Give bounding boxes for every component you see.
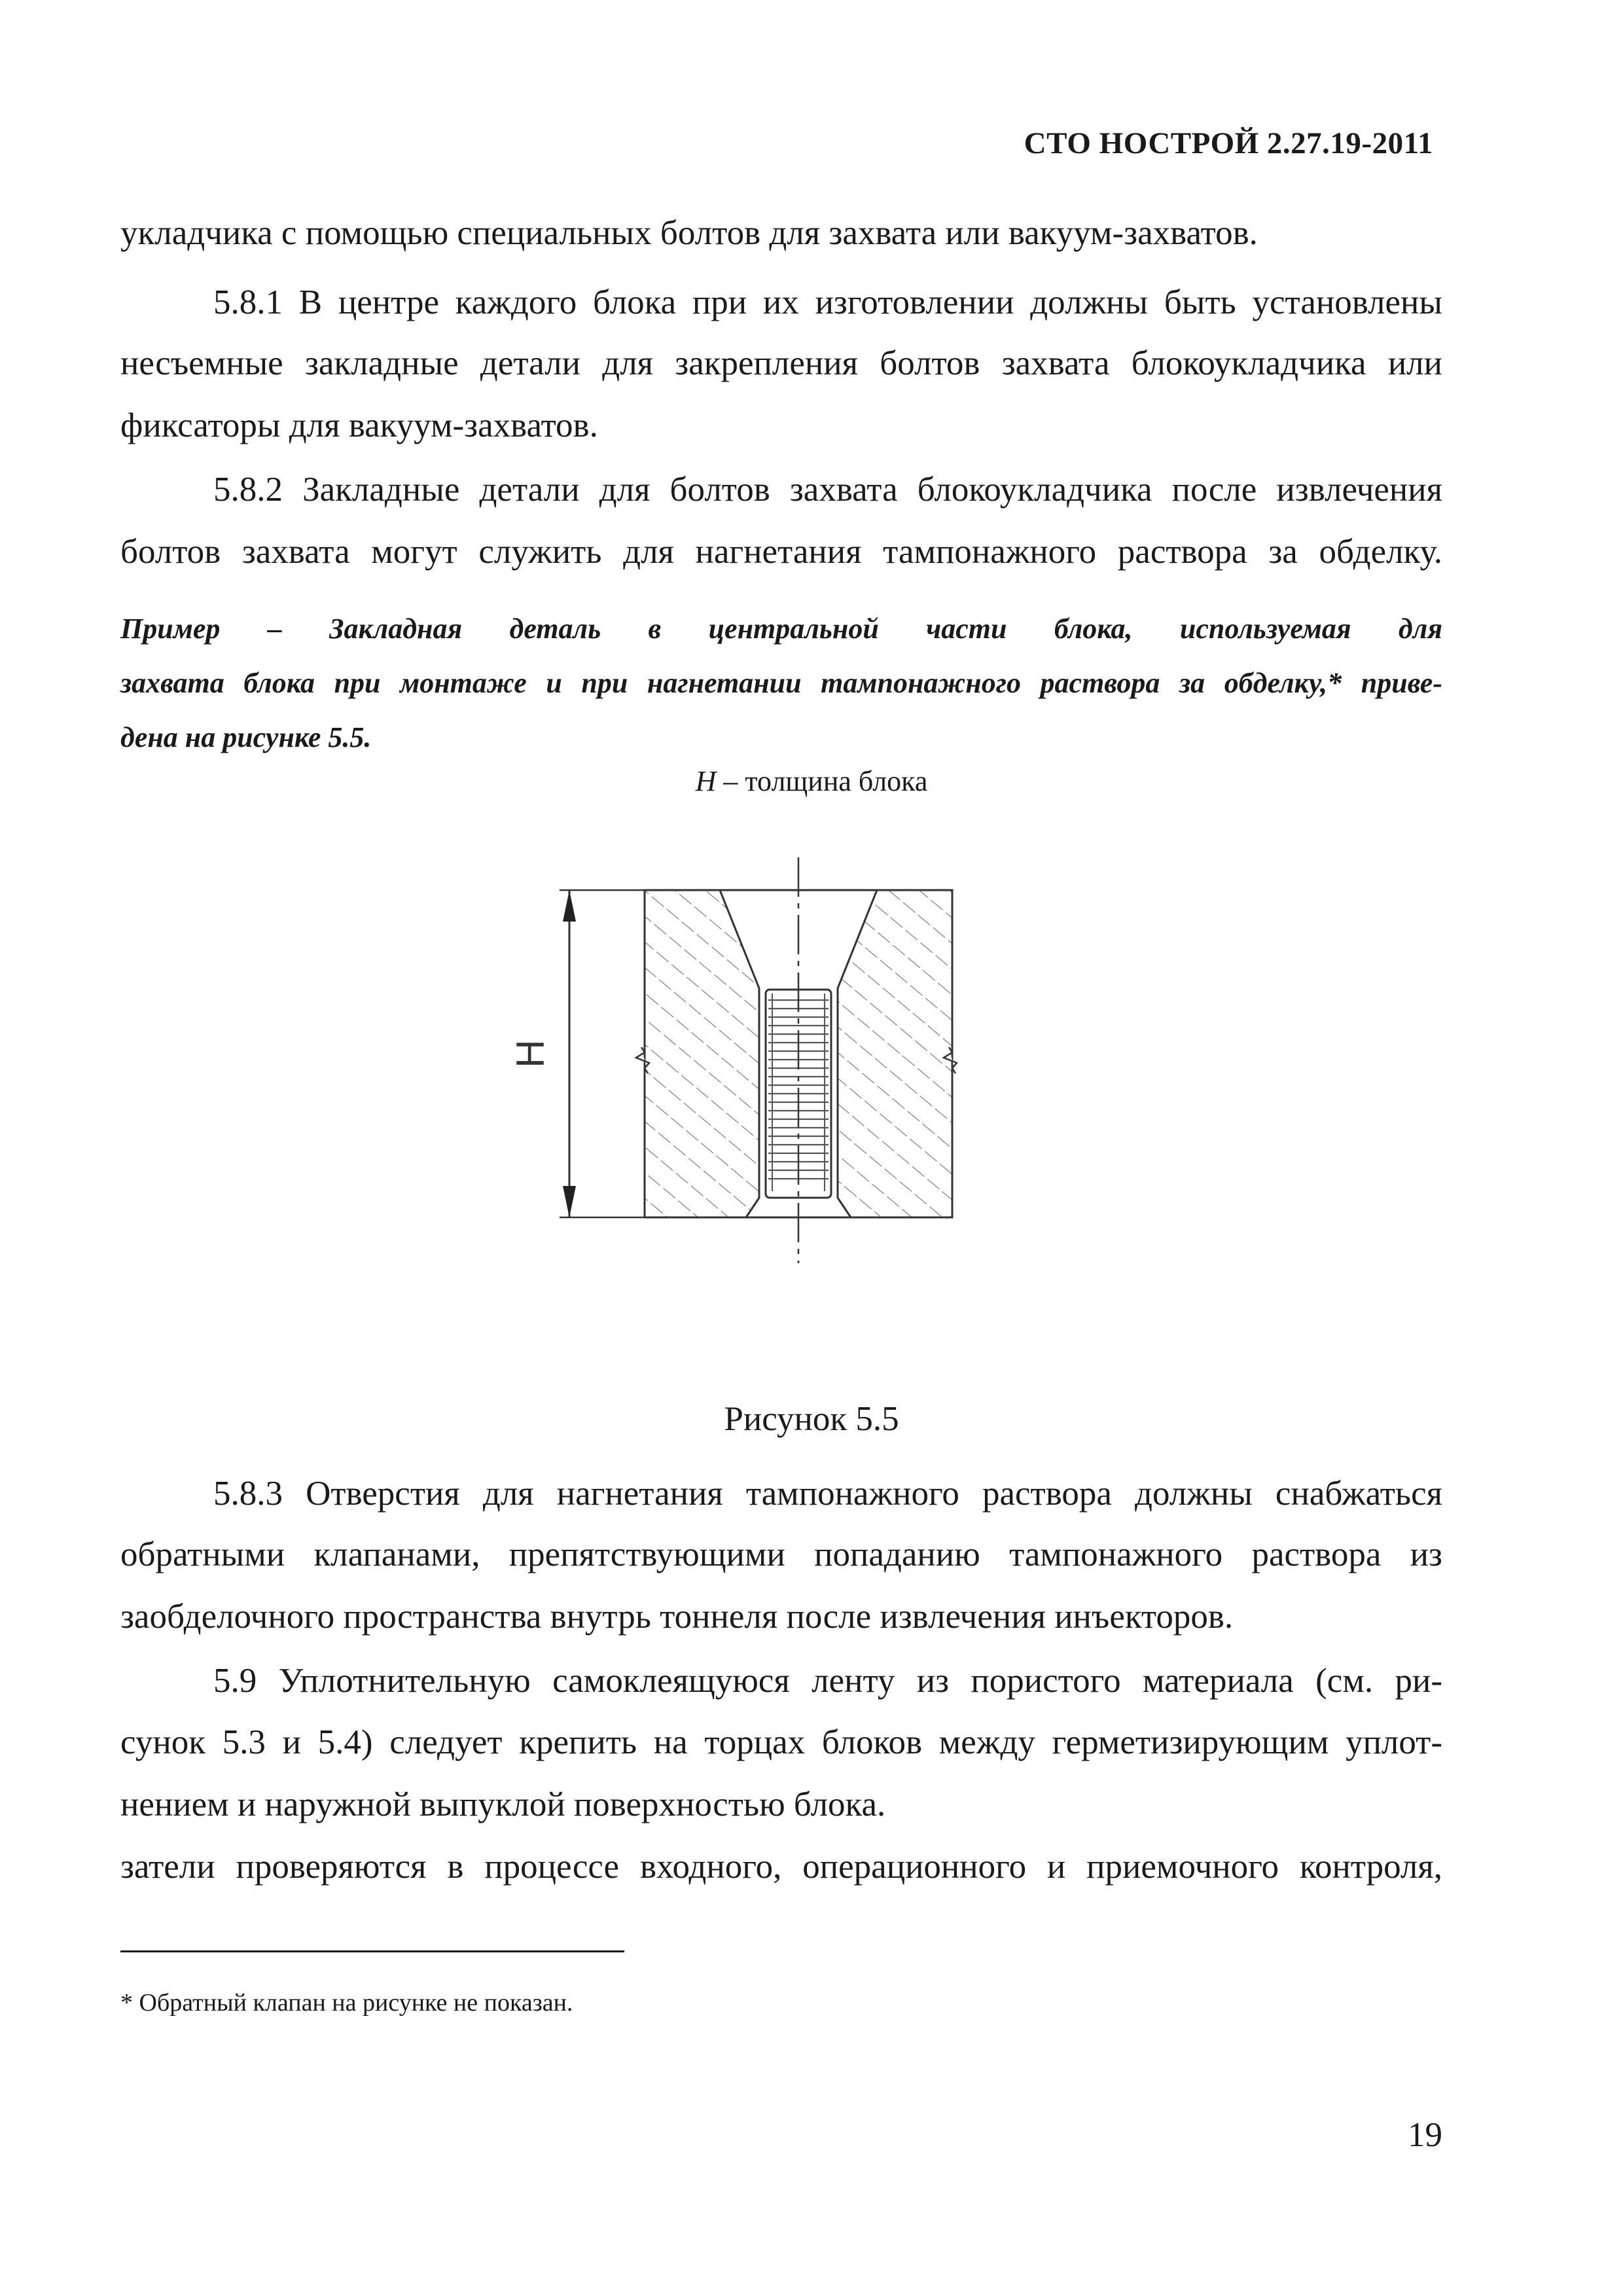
- footnote-separator: [120, 1950, 624, 1952]
- body-line: сунок 5.3 и 5.4) следует крепить на торцах блоков между герметизирующим уплот-: [120, 1723, 1442, 1761]
- body-line: укладчика с помощью специальных болтов для захвата или вакуум-захватов.: [120, 214, 1258, 252]
- paragraph-5-8-3: 5.8.3 Отверстия для нагнетания тампонажного раствора должны снабжаться: [213, 1475, 1442, 1513]
- example-note-line: дена на рисунке 5.5.: [120, 721, 372, 753]
- example-note: Пример – Закладная деталь в центральной части блока, используемая для: [120, 613, 1442, 645]
- figure-caption: Рисунок 5.5: [724, 1400, 899, 1438]
- page-number: 19: [1408, 2116, 1442, 2154]
- dimension-h: [508, 890, 645, 1217]
- legend-symbol: H: [695, 765, 717, 797]
- body-line: несъемные закладные детали для закрепления болтов захвата блокоукладчика или: [120, 344, 1442, 382]
- paragraph-5-8-1: 5.8.1 В центре каждого блока при их изготовлении должны быть установлены: [213, 283, 1442, 321]
- example-note-line: захвата блока при монтаже и при нагнетании тампонажного раствора за обделку,* приве-: [120, 667, 1442, 699]
- paragraph-5-9: 5.9 Уплотнительную самоклеящуюся ленту из пористого материала (см. ри-: [213, 1662, 1442, 1700]
- body-line: нением и наружной выпуклой поверхностью блока.: [120, 1785, 886, 1823]
- body-line: фиксаторы для вакуум-захватов.: [120, 406, 598, 444]
- body-line: обратными клапанами, препятствующими попаданию тампонажного раствора из: [120, 1535, 1442, 1573]
- footnote: * Обратный клапан на рисунке не показан.: [120, 1989, 573, 2017]
- embedded-part-drawing: [497, 844, 995, 1276]
- dimension-label: H: [508, 1039, 552, 1068]
- document-code-header: СТО НОСТРОЙ 2.27.19-2011: [1024, 126, 1433, 160]
- paragraph-5-8-2: 5.8.2 Закладные детали для болтов захвата блокоукладчика после извлечения: [213, 471, 1442, 509]
- legend-text: – толщина блока: [716, 765, 928, 797]
- body-line: заобделочного пространства внутрь тоннеля после извлечения инъекторов.: [120, 1598, 1234, 1636]
- figure-legend: [0, 764, 1623, 798]
- body-line: болтов захвата могут служить для нагнетания тампонажного раствора за обделку.: [120, 533, 1442, 571]
- body-line: затели проверяются в процессе входного, операционного и приемочного контроля,: [120, 1848, 1442, 1886]
